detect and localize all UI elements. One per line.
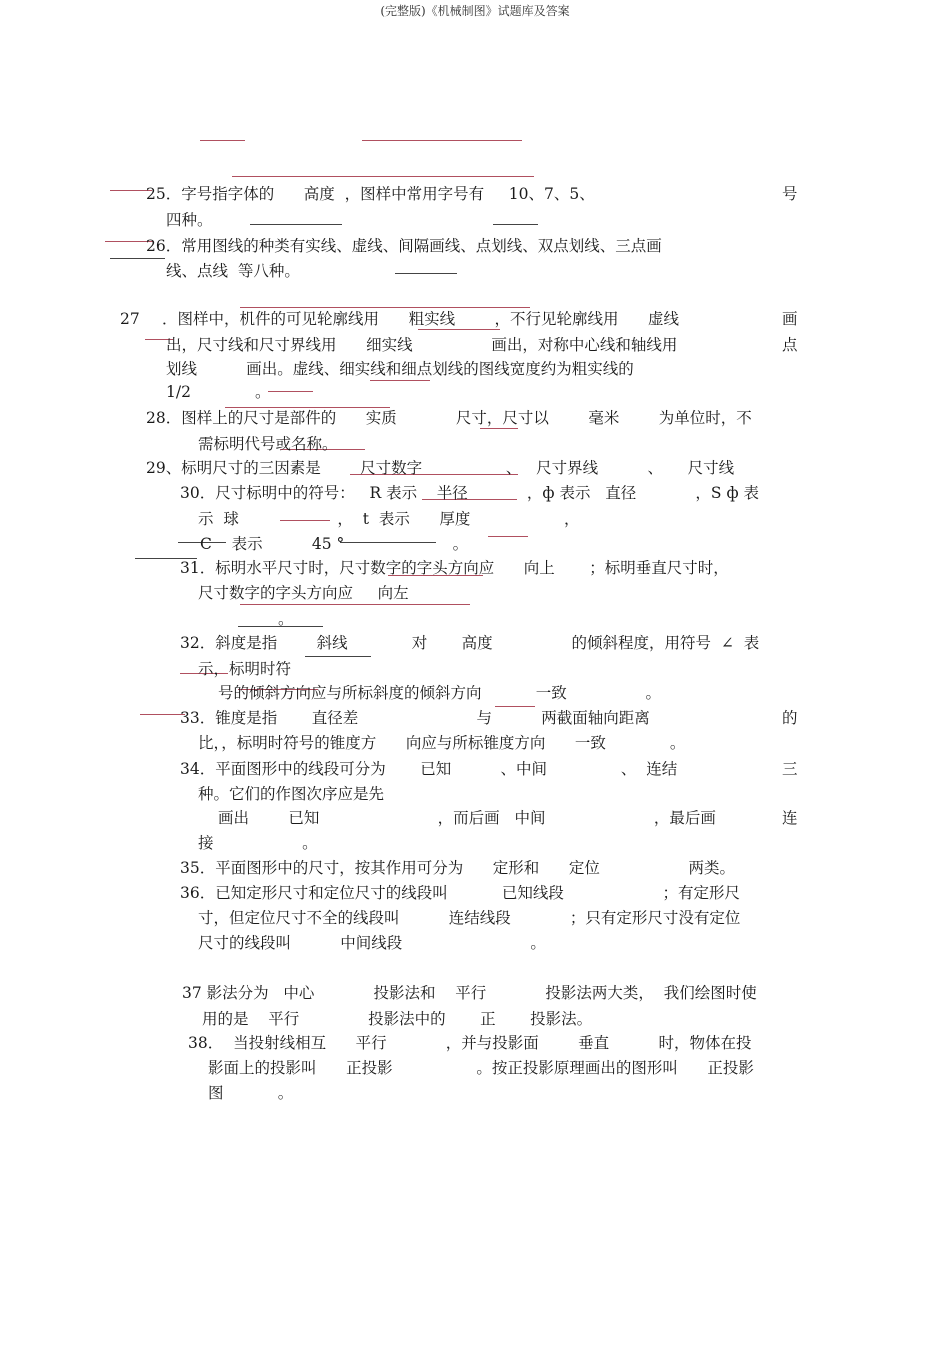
scan-mark (268, 391, 313, 392)
scan-mark (493, 224, 538, 225)
q28-line1: 28．图样上的尺寸是部件的 实质 尺寸，尺寸以 毫米 为单位时，不 (146, 409, 752, 427)
q37-line1: 37 影法分为 中心 投影法和 平行 投影法两大类， 我们绘图时使 (182, 984, 757, 1002)
q36-line1: 36．已知定形尺寸和定位尺寸的线段叫 已知线段 ；有定形尺 (180, 884, 740, 902)
q36-line2: 寸，但定位尺寸不全的线段叫 连结线段 ；只有定形尺寸没有定位 (198, 909, 741, 927)
q31-line1: 31．标明水平尺寸时，尺寸数字的字头方向应 向上 ；标明垂直尺寸时， (180, 559, 729, 577)
page-header: (完整版)《机械制图》试题库及答案 (380, 4, 570, 18)
q27-line2: 出，尺寸线和尺寸界线用 细实线 画出，对称中心线和轴线用 (166, 336, 678, 354)
q25-line2: 四种。 (166, 211, 213, 229)
q33-line2: 比，，标明时符号的锥度方 向应与所标锥度方向 一致 。 (198, 734, 686, 752)
q30-line1: 30．尺寸标明中的符号： R 表示 半径 ，ф 表示 直径 ，S ф 表 (180, 484, 760, 502)
scan-mark (250, 224, 342, 225)
scan-mark (240, 604, 470, 605)
q38-line1: 38． 当投射线相互 平行 ，并与投影面 垂直 时，物体在投 (188, 1034, 752, 1052)
scan-mark (232, 176, 534, 177)
q34-line3-end: 连 (782, 809, 798, 827)
q32-line1: 32．斜度是指 斜线 对 高度 的倾斜程度，用符号 ∠ 表 (180, 634, 760, 652)
q31-line3: 。 (278, 610, 294, 628)
q32-line2: 示，标明时符 (198, 660, 292, 678)
scan-mark (418, 329, 500, 330)
q34-line2: 种。它们的作图次序应是先 (198, 785, 385, 803)
q35-line: 35．平面图形中的尺寸，按其作用可分为 定形和 定位 两类。 (180, 859, 736, 877)
q29-line: 29、标明尺寸的三因素是 尺寸数字 、 尺寸界线 、 尺寸线 (146, 459, 735, 477)
q25-line1-end: 号 (782, 185, 798, 203)
q36-line3: 尺寸的线段叫 中间线段 。 (198, 934, 546, 952)
q34-line1-end: 三 (782, 760, 798, 778)
q30-line2: 示 球 ， t 表示 厚度 ， (198, 510, 580, 528)
q33-line1: 33．锥度是指 直径差 与 两截面轴向距离 (180, 709, 650, 727)
q34-line3: 画出 已知 ，而后画 中间 ，最后画 (218, 809, 716, 827)
q31-line2: 尺寸数字的字头方向应 向左 (198, 584, 409, 602)
q27-line3: 划线 画出。虚线、细实线和细点划线的图线宽度约为粗实线的 (166, 360, 634, 378)
q27-line1: ．图样中，机件的可见轮廓线用 粗实线 ，不行见轮廓线用 虚线 (162, 310, 680, 328)
scan-mark (495, 706, 535, 707)
q37-line2: 用的是 平行 投影法中的 正 投影法。 (202, 1010, 593, 1028)
q33-line1-end: 的 (782, 709, 798, 727)
q27-line4: 1/2 。 (166, 383, 271, 401)
q27-number: 27 (120, 310, 140, 328)
q27-line2-end: 点 (782, 336, 798, 354)
q25-line1: 25．字号指字体的 高度 ，图样中常用字号有 10、7、5、 (146, 185, 595, 203)
scan-mark (200, 140, 245, 141)
q28-line2: 需标明代号或名称。 (198, 435, 338, 453)
scan-mark (240, 307, 530, 308)
q34-line4: 接 。 (198, 834, 318, 852)
q32-line3: 号的倾斜方向应与所标斜度的倾斜方向 一致 。 (218, 684, 662, 702)
scan-mark (305, 656, 371, 657)
scan-mark (395, 273, 457, 274)
q38-line3: 图 。 (208, 1084, 294, 1102)
scan-mark (362, 140, 522, 141)
q34-line1: 34．平面图形中的线段可分为 已知 、中间 、 连结 (180, 760, 678, 778)
q26-line1: 26．常用图线的种类有实线、虚线、间隔画线、点划线、双点划线、三点画 (146, 237, 662, 255)
scan-mark (488, 536, 528, 537)
q26-line2: 线、点线 等八种。 (166, 262, 300, 280)
scan-mark (140, 714, 185, 715)
q27-line1-end: 画 (782, 310, 798, 328)
scan-mark (370, 380, 430, 381)
q30-line3: C 表示 45 ° 。 (200, 535, 469, 553)
scan-mark (110, 258, 165, 259)
scan-mark (480, 428, 518, 429)
q38-line2: 影面上的投影叫 正投影 。按正投影原理画出的图形叫 正投影 (208, 1059, 754, 1077)
